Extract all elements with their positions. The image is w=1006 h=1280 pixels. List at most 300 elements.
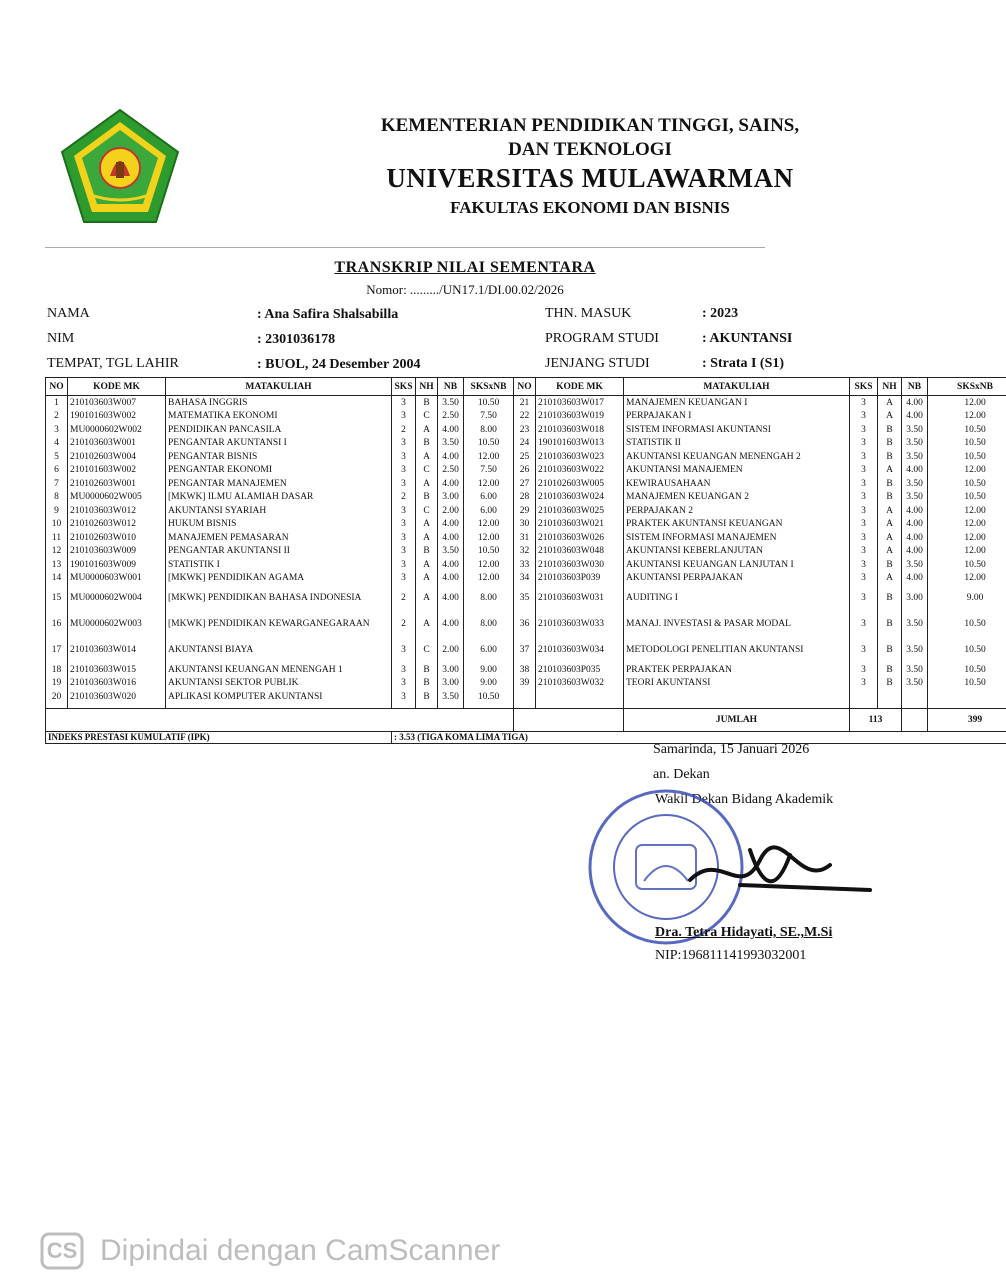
- right-cell: 3.50: [902, 423, 928, 437]
- left-cell: 3: [46, 423, 68, 437]
- right-cell: 3.50: [902, 450, 928, 464]
- right-cell: 27: [514, 477, 536, 491]
- right-cell: 34: [514, 572, 536, 586]
- right-cell: 210103603W023: [536, 450, 624, 464]
- left-cell: 3.00: [438, 677, 464, 691]
- ttl-value: : BUOL, 24 Desember 2004: [257, 357, 421, 372]
- right-cell: B: [878, 677, 902, 691]
- left-cell: 2.50: [438, 410, 464, 424]
- prodi-label: PROGRAM STUDI: [545, 331, 659, 346]
- left-cell: 4: [46, 437, 68, 451]
- left-cell: 3: [392, 504, 416, 518]
- faculty-name: FAKULTAS EKONOMI DAN BISNIS: [450, 198, 730, 217]
- right-cell: A: [878, 396, 902, 410]
- right-cell: 3: [850, 611, 878, 637]
- left-cell: 4.00: [438, 572, 464, 586]
- left-cell: 210103603W007: [68, 396, 166, 410]
- right-cell: A: [878, 545, 902, 559]
- table-row: [46, 410, 1006, 424]
- jumlah-blank: [46, 708, 514, 731]
- left-cell: 19: [46, 677, 68, 691]
- table-row: [46, 491, 1006, 505]
- left-cell: A: [416, 572, 438, 586]
- right-cell: 3.50: [902, 477, 928, 491]
- right-cell: 24: [514, 437, 536, 451]
- left-cell: 18: [46, 663, 68, 677]
- right-cell: AKUNTANSI PERPAJAKAN: [624, 572, 850, 586]
- left-cell: 16: [46, 611, 68, 637]
- right-cell: B: [878, 611, 902, 637]
- left-cell: 3: [392, 677, 416, 691]
- right-cell: 210103603W032: [536, 677, 624, 691]
- left-cell: B: [416, 545, 438, 559]
- right-cell: 10.50: [928, 663, 1006, 677]
- left-cell: B: [416, 491, 438, 505]
- right-cell: 3: [850, 531, 878, 545]
- right-cell: 39: [514, 677, 536, 691]
- right-cell: 4.00: [902, 545, 928, 559]
- right-cell: 3: [850, 504, 878, 518]
- prodi-value: : AKUNTANSI: [702, 331, 793, 346]
- left-cell: AKUNTANSI BIAYA: [166, 637, 392, 663]
- right-cell: A: [878, 518, 902, 532]
- right-cell: STATISTIK II: [624, 437, 850, 451]
- right-cell: 210103603W019: [536, 410, 624, 424]
- table-row: [46, 585, 1006, 611]
- column-header: NH: [416, 378, 438, 396]
- left-cell: 8: [46, 491, 68, 505]
- left-cell: 210103603W014: [68, 637, 166, 663]
- right-cell: 38: [514, 663, 536, 677]
- left-cell: 2.00: [438, 637, 464, 663]
- right-cell: 28: [514, 491, 536, 505]
- right-cell: 3: [850, 450, 878, 464]
- right-cell: B: [878, 637, 902, 663]
- column-header: NO: [514, 378, 536, 396]
- right-cell: 10.50: [928, 437, 1006, 451]
- right-cell: 190101603W013: [536, 437, 624, 451]
- left-cell: 2: [392, 585, 416, 611]
- right-cell: 3: [850, 637, 878, 663]
- left-cell: 12.00: [464, 572, 514, 586]
- right-cell: 12.00: [928, 464, 1006, 478]
- table-row: [46, 423, 1006, 437]
- right-cell: 4.00: [902, 410, 928, 424]
- left-cell: 7: [46, 477, 68, 491]
- right-cell: 29: [514, 504, 536, 518]
- right-cell: 10.50: [928, 558, 1006, 572]
- left-cell: MU0000603W001: [68, 572, 166, 586]
- left-cell: 7.50: [464, 410, 514, 424]
- left-cell: 10.50: [464, 396, 514, 410]
- left-cell: A: [416, 518, 438, 532]
- left-cell: 6.00: [464, 637, 514, 663]
- right-cell: B: [878, 585, 902, 611]
- column-header: NB: [438, 378, 464, 396]
- column-header: NB: [902, 378, 928, 396]
- left-cell: 3: [392, 464, 416, 478]
- right-cell: A: [878, 410, 902, 424]
- left-cell: A: [416, 531, 438, 545]
- left-cell: 15: [46, 585, 68, 611]
- left-cell: 2: [392, 491, 416, 505]
- right-cell: [902, 690, 928, 704]
- right-cell: [514, 690, 536, 704]
- right-cell: 210103603W022: [536, 464, 624, 478]
- table-row: [46, 450, 1006, 464]
- document-number: Nomor: ........./UN17.1/DI.00.02/2026: [366, 282, 564, 297]
- ministry-line-2: DAN TEKNOLOGI: [508, 139, 672, 160]
- right-cell: 3.50: [902, 437, 928, 451]
- ttl-label: TEMPAT, TGL LAHIR: [47, 356, 179, 371]
- table-row: [46, 477, 1006, 491]
- camscanner-watermark: Dipindai dengan CamScanner: [100, 1234, 501, 1267]
- right-cell: PERPAJAKAN 2: [624, 504, 850, 518]
- left-cell: APLIKASI KOMPUTER AKUNTANSI: [166, 690, 392, 704]
- right-cell: 210103603W031: [536, 585, 624, 611]
- right-cell: B: [878, 437, 902, 451]
- header-divider: [45, 247, 765, 248]
- left-cell: C: [416, 410, 438, 424]
- left-cell: 2: [46, 410, 68, 424]
- right-cell: 32: [514, 545, 536, 559]
- jumlah-sks: 113: [850, 708, 902, 731]
- university-name: UNIVERSITAS MULAWARMAN: [386, 163, 794, 193]
- left-cell: 210103603W001: [68, 437, 166, 451]
- left-cell: 3: [392, 396, 416, 410]
- left-cell: MU0000602W003: [68, 611, 166, 637]
- signer-position: Wakil Dekan Bidang Akademik: [655, 792, 834, 807]
- right-cell: 22: [514, 410, 536, 424]
- left-cell: MU0000602W002: [68, 423, 166, 437]
- left-cell: 4.00: [438, 558, 464, 572]
- right-cell: 23: [514, 423, 536, 437]
- left-cell: MU0000602W005: [68, 491, 166, 505]
- left-cell: 12.00: [464, 450, 514, 464]
- right-cell: 3.50: [902, 491, 928, 505]
- left-cell: 210103603W020: [68, 690, 166, 704]
- left-cell: 190101603W009: [68, 558, 166, 572]
- jenjang-label: JENJANG STUDI: [545, 356, 650, 371]
- left-cell: 10.50: [464, 545, 514, 559]
- right-cell: 210102603W005: [536, 477, 624, 491]
- masuk-label: THN. MASUK: [545, 306, 632, 321]
- grades-table: [45, 377, 1006, 744]
- right-cell: [536, 690, 624, 704]
- left-cell: 210103603W016: [68, 677, 166, 691]
- left-cell: 3: [392, 545, 416, 559]
- left-cell: 210103603W012: [68, 504, 166, 518]
- left-cell: 10.50: [464, 690, 514, 704]
- left-cell: PENGANTAR AKUNTANSI I: [166, 437, 392, 451]
- left-cell: 210102603W012: [68, 518, 166, 532]
- left-cell: 3.00: [438, 491, 464, 505]
- left-cell: 8.00: [464, 423, 514, 437]
- table-row: [46, 531, 1006, 545]
- left-cell: 1: [46, 396, 68, 410]
- right-cell: 210103603W033: [536, 611, 624, 637]
- right-cell: PRAKTEK AKUNTANSI KEUANGAN: [624, 518, 850, 532]
- left-cell: 11: [46, 531, 68, 545]
- right-cell: 12.00: [928, 531, 1006, 545]
- table-row: [46, 572, 1006, 586]
- right-cell: 21: [514, 396, 536, 410]
- table-row: [46, 677, 1006, 691]
- right-cell: 4.00: [902, 531, 928, 545]
- handwritten-signature: [680, 830, 880, 910]
- right-cell: 210103603W026: [536, 531, 624, 545]
- right-cell: PERPAJAKAN I: [624, 410, 850, 424]
- right-cell: [878, 690, 902, 704]
- left-cell: 12.00: [464, 531, 514, 545]
- left-cell: 8.00: [464, 585, 514, 611]
- right-cell: 4.00: [902, 518, 928, 532]
- left-cell: 3: [392, 637, 416, 663]
- left-cell: 9: [46, 504, 68, 518]
- right-cell: AKUNTANSI KEUANGAN MENENGAH 2: [624, 450, 850, 464]
- left-cell: PENGANTAR MANAJEMEN: [166, 477, 392, 491]
- right-cell: 3: [850, 477, 878, 491]
- right-cell: 4.00: [902, 464, 928, 478]
- right-cell: 37: [514, 637, 536, 663]
- left-cell: 12.00: [464, 518, 514, 532]
- column-header: SKS: [850, 378, 878, 396]
- left-cell: 4.00: [438, 450, 464, 464]
- left-cell: MU0000602W004: [68, 585, 166, 611]
- left-cell: 3: [392, 437, 416, 451]
- left-cell: 3: [392, 410, 416, 424]
- left-cell: A: [416, 558, 438, 572]
- left-cell: 9.00: [464, 663, 514, 677]
- left-cell: PENGANTAR EKONOMI: [166, 464, 392, 478]
- right-cell: 210103603W017: [536, 396, 624, 410]
- column-header: KODE MK: [536, 378, 624, 396]
- column-header: SKSxNB: [464, 378, 514, 396]
- right-cell: 3.50: [902, 677, 928, 691]
- signer-nip: NIP:196811141993032001: [655, 948, 807, 963]
- left-cell: 210102603W001: [68, 477, 166, 491]
- right-cell: SISTEM INFORMASI MANAJEMEN: [624, 531, 850, 545]
- right-cell: 3.50: [902, 558, 928, 572]
- jumlah-blank: [902, 708, 928, 731]
- right-cell: 12.00: [928, 545, 1006, 559]
- table-row: [46, 611, 1006, 637]
- column-header: SKSxNB: [928, 378, 1006, 396]
- right-cell: 3.00: [902, 585, 928, 611]
- left-cell: 8.00: [464, 611, 514, 637]
- left-cell: AKUNTANSI KEUANGAN MENENGAH 1: [166, 663, 392, 677]
- nim-label: NIM: [47, 331, 75, 346]
- right-cell: 12.00: [928, 572, 1006, 586]
- left-cell: 3: [392, 572, 416, 586]
- right-cell: 3: [850, 585, 878, 611]
- left-cell: 3: [392, 518, 416, 532]
- right-cell: 26: [514, 464, 536, 478]
- right-cell: 9.00: [928, 585, 1006, 611]
- right-cell: 210103603P035: [536, 663, 624, 677]
- left-cell: 4.00: [438, 518, 464, 532]
- table-row: [46, 396, 1006, 410]
- left-cell: BAHASA INGGRIS: [166, 396, 392, 410]
- left-cell: 3.50: [438, 545, 464, 559]
- right-cell: 25: [514, 450, 536, 464]
- ministry-line-1: KEMENTERIAN PENDIDIKAN TINGGI, SAINS,: [380, 115, 800, 136]
- left-cell: 4.00: [438, 585, 464, 611]
- right-cell: 3: [850, 464, 878, 478]
- left-cell: 6.00: [464, 504, 514, 518]
- right-cell: 3: [850, 663, 878, 677]
- document-title: TRANSKRIP NILAI SEMENTARA: [334, 259, 596, 276]
- right-cell: 3: [850, 410, 878, 424]
- right-cell: A: [878, 464, 902, 478]
- column-header: MATAKULIAH: [624, 378, 850, 396]
- left-cell: 3: [392, 477, 416, 491]
- left-cell: 210102603W010: [68, 531, 166, 545]
- left-cell: 3: [392, 531, 416, 545]
- nama-value: : Ana Safira Shalsabilla: [257, 307, 399, 322]
- left-cell: 7.50: [464, 464, 514, 478]
- right-cell: [624, 690, 850, 704]
- jumlah-blank: [514, 708, 624, 731]
- jumlah-sksxnb: 399: [928, 708, 1006, 731]
- right-cell: AUDITING I: [624, 585, 850, 611]
- right-cell: A: [878, 572, 902, 586]
- university-logo: [58, 106, 182, 226]
- right-cell: 36: [514, 611, 536, 637]
- left-cell: 12.00: [464, 477, 514, 491]
- left-cell: 210101603W002: [68, 464, 166, 478]
- right-cell: METODOLOGI PENELITIAN AKUNTANSI: [624, 637, 850, 663]
- column-header: SKS: [392, 378, 416, 396]
- left-cell: 2: [392, 611, 416, 637]
- left-cell: 20: [46, 690, 68, 704]
- right-cell: 3: [850, 545, 878, 559]
- left-cell: 5: [46, 450, 68, 464]
- column-header: NH: [878, 378, 902, 396]
- right-cell: 210103603W018: [536, 423, 624, 437]
- left-cell: 4.00: [438, 611, 464, 637]
- signer-name: Dra. Tetra Hidayati, SE.,M.Si: [655, 925, 833, 940]
- right-cell: 10.50: [928, 491, 1006, 505]
- left-cell: 3: [392, 690, 416, 704]
- left-cell: C: [416, 637, 438, 663]
- left-cell: MATEMATIKA EKONOMI: [166, 410, 392, 424]
- right-cell: 12.00: [928, 396, 1006, 410]
- table-row: [46, 504, 1006, 518]
- right-cell: B: [878, 423, 902, 437]
- right-cell: 3: [850, 491, 878, 505]
- left-cell: C: [416, 464, 438, 478]
- table-row: [46, 464, 1006, 478]
- right-cell: 210103603W048: [536, 545, 624, 559]
- left-cell: [MKWK] PENDIDIKAN KEWARGANEGARAAN: [166, 611, 392, 637]
- right-cell: 31: [514, 531, 536, 545]
- left-cell: 4.00: [438, 477, 464, 491]
- right-cell: 33: [514, 558, 536, 572]
- right-cell: 3: [850, 396, 878, 410]
- left-cell: 190101603W002: [68, 410, 166, 424]
- right-cell: 12.00: [928, 504, 1006, 518]
- left-cell: AKUNTANSI SYARIAH: [166, 504, 392, 518]
- left-cell: 12: [46, 545, 68, 559]
- right-cell: 210103603P039: [536, 572, 624, 586]
- left-cell: [MKWK] PENDIDIKAN AGAMA: [166, 572, 392, 586]
- left-cell: A: [416, 477, 438, 491]
- right-cell: 10.50: [928, 637, 1006, 663]
- right-cell: 10.50: [928, 477, 1006, 491]
- left-cell: B: [416, 396, 438, 410]
- table-row: [46, 545, 1006, 559]
- table-row: [46, 558, 1006, 572]
- left-cell: MANAJEMEN PEMASARAN: [166, 531, 392, 545]
- nama-label: NAMA: [47, 306, 90, 321]
- right-cell: MANAJ. INVESTASI & PASAR MODAL: [624, 611, 850, 637]
- table-header-row: [46, 378, 1006, 396]
- left-cell: C: [416, 504, 438, 518]
- right-cell: B: [878, 558, 902, 572]
- left-cell: AKUNTANSI SEKTOR PUBLIK: [166, 677, 392, 691]
- right-cell: B: [878, 491, 902, 505]
- right-cell: 3: [850, 437, 878, 451]
- right-cell: 35: [514, 585, 536, 611]
- left-cell: 13: [46, 558, 68, 572]
- right-cell: AKUNTANSI MANAJEMEN: [624, 464, 850, 478]
- left-cell: B: [416, 690, 438, 704]
- right-cell: 3: [850, 558, 878, 572]
- right-cell: 10.50: [928, 677, 1006, 691]
- left-cell: B: [416, 437, 438, 451]
- right-cell: AKUNTANSI KEBERLANJUTAN: [624, 545, 850, 559]
- table-row: [46, 518, 1006, 532]
- left-cell: B: [416, 663, 438, 677]
- ipk-value: : 3.53 (TIGA KOMA LIMA TIGA): [392, 731, 1006, 743]
- table-row: [46, 637, 1006, 663]
- left-cell: 210103603W015: [68, 663, 166, 677]
- left-cell: 3: [392, 450, 416, 464]
- left-cell: 3: [392, 558, 416, 572]
- right-cell: 210103603W034: [536, 637, 624, 663]
- jumlah-row: [46, 708, 1006, 731]
- right-cell: 3.50: [902, 637, 928, 663]
- right-cell: 210103603W030: [536, 558, 624, 572]
- left-cell: [MKWK] PENDIDIKAN BAHASA INDONESIA: [166, 585, 392, 611]
- left-cell: 6.00: [464, 491, 514, 505]
- left-cell: 2: [392, 423, 416, 437]
- right-cell: MANAJEMEN KEUANGAN I: [624, 396, 850, 410]
- right-cell: [928, 690, 1006, 704]
- right-cell: 10.50: [928, 423, 1006, 437]
- left-cell: 10.50: [464, 437, 514, 451]
- right-cell: 3: [850, 572, 878, 586]
- an-dekan: an. Dekan: [653, 767, 710, 782]
- right-cell: 3: [850, 518, 878, 532]
- right-cell: 12.00: [928, 410, 1006, 424]
- table-row: [46, 690, 1006, 704]
- left-cell: 3.50: [438, 437, 464, 451]
- right-cell: B: [878, 663, 902, 677]
- right-cell: MANAJEMEN KEUANGAN 2: [624, 491, 850, 505]
- right-cell: SISTEM INFORMASI AKUNTANSI: [624, 423, 850, 437]
- right-cell: 10.50: [928, 611, 1006, 637]
- column-header: MATAKULIAH: [166, 378, 392, 396]
- left-cell: 9.00: [464, 677, 514, 691]
- right-cell: KEWIRAUSAHAAN: [624, 477, 850, 491]
- left-cell: A: [416, 450, 438, 464]
- jenjang-value: : Strata I (S1): [702, 356, 785, 371]
- right-cell: [850, 690, 878, 704]
- right-cell: A: [878, 504, 902, 518]
- masuk-value: : 2023: [702, 306, 739, 321]
